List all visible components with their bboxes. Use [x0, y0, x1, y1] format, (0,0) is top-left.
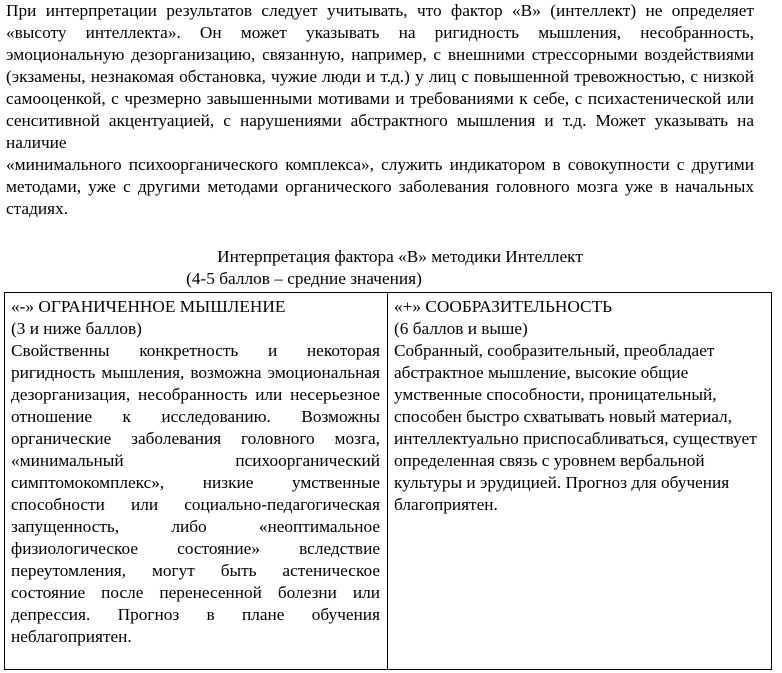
- low-score-description: Свойственны конкретность и некоторая ригидность мышления, возможна эмоциональная дезорганизация, несобранность или несерьезное отношение к исследованию. Возможны органические заболевания головного мозга, «минимальный психоорганический симптомокомплекс», низкие умственные способности или социально-педагогическая запущенность, либо «неоптимальное физиологическое состояние» вследствие переутомления, могут быть астеническое состояние после перенесенной болезни или депрессия. Прогноз в плане обучения неблагоприятен.: [11, 341, 380, 646]
- table-column-low: [5, 293, 388, 669]
- table-caption-title: Интерпретация фактора «В» методики Интеллект: [217, 247, 583, 266]
- low-score-range: (3 и ниже баллов): [11, 319, 142, 338]
- intro-text: [6, 0, 754, 220]
- table-column-high: [388, 293, 771, 669]
- intro-paragraph-1: При интерпретации результатов следует учитывать, что фактор «В» (интеллект) не определяет «высоту интеллекта». Он может указывать на ригидность мышления, несобранность, эмоциональную дезорганизацию, связанную, например, с внешними стрессорными воздействиями (экзамены, незнакомая обстановка, чужие люди и т.д.) у лиц с повышенной тревожностью, с низкой самооценкой, с чрезмерно завышенными мотивами и требованиями к себе, с психастенической или сенситивной акцентуацией, с нарушениями абстрактного мышления и т.д. Может указывать на наличие: [6, 1, 754, 152]
- intro-paragraph-2: «минимального психоорганического комплекса», служить индикатором в совокупности с другими методами, уже с другими методами органического заболевания головного мозга уже в начальных стадиях.: [6, 155, 754, 218]
- high-score-description: Собранный, сообразительный, преобладает абстрактное мышление, высокие общие умственные способности, проницательный, способен быстро схватывать новый материал, интеллектуально приспосабливаться, существует определенная связь с уровнем вербальной культуры и эрудицией. Прогноз для обучения благоприятен.: [394, 341, 757, 514]
- high-score-heading: «+» СООБРАЗИТЕЛЬНОСТЬ: [394, 297, 613, 316]
- interpretation-table: [4, 292, 772, 670]
- table-caption-subtitle: (4-5 баллов – средние значения): [186, 269, 422, 288]
- low-score-heading: «-» ОГРАНИЧЕННОЕ МЫШЛЕНИЕ: [11, 297, 286, 316]
- high-score-range: (6 баллов и выше): [394, 319, 528, 338]
